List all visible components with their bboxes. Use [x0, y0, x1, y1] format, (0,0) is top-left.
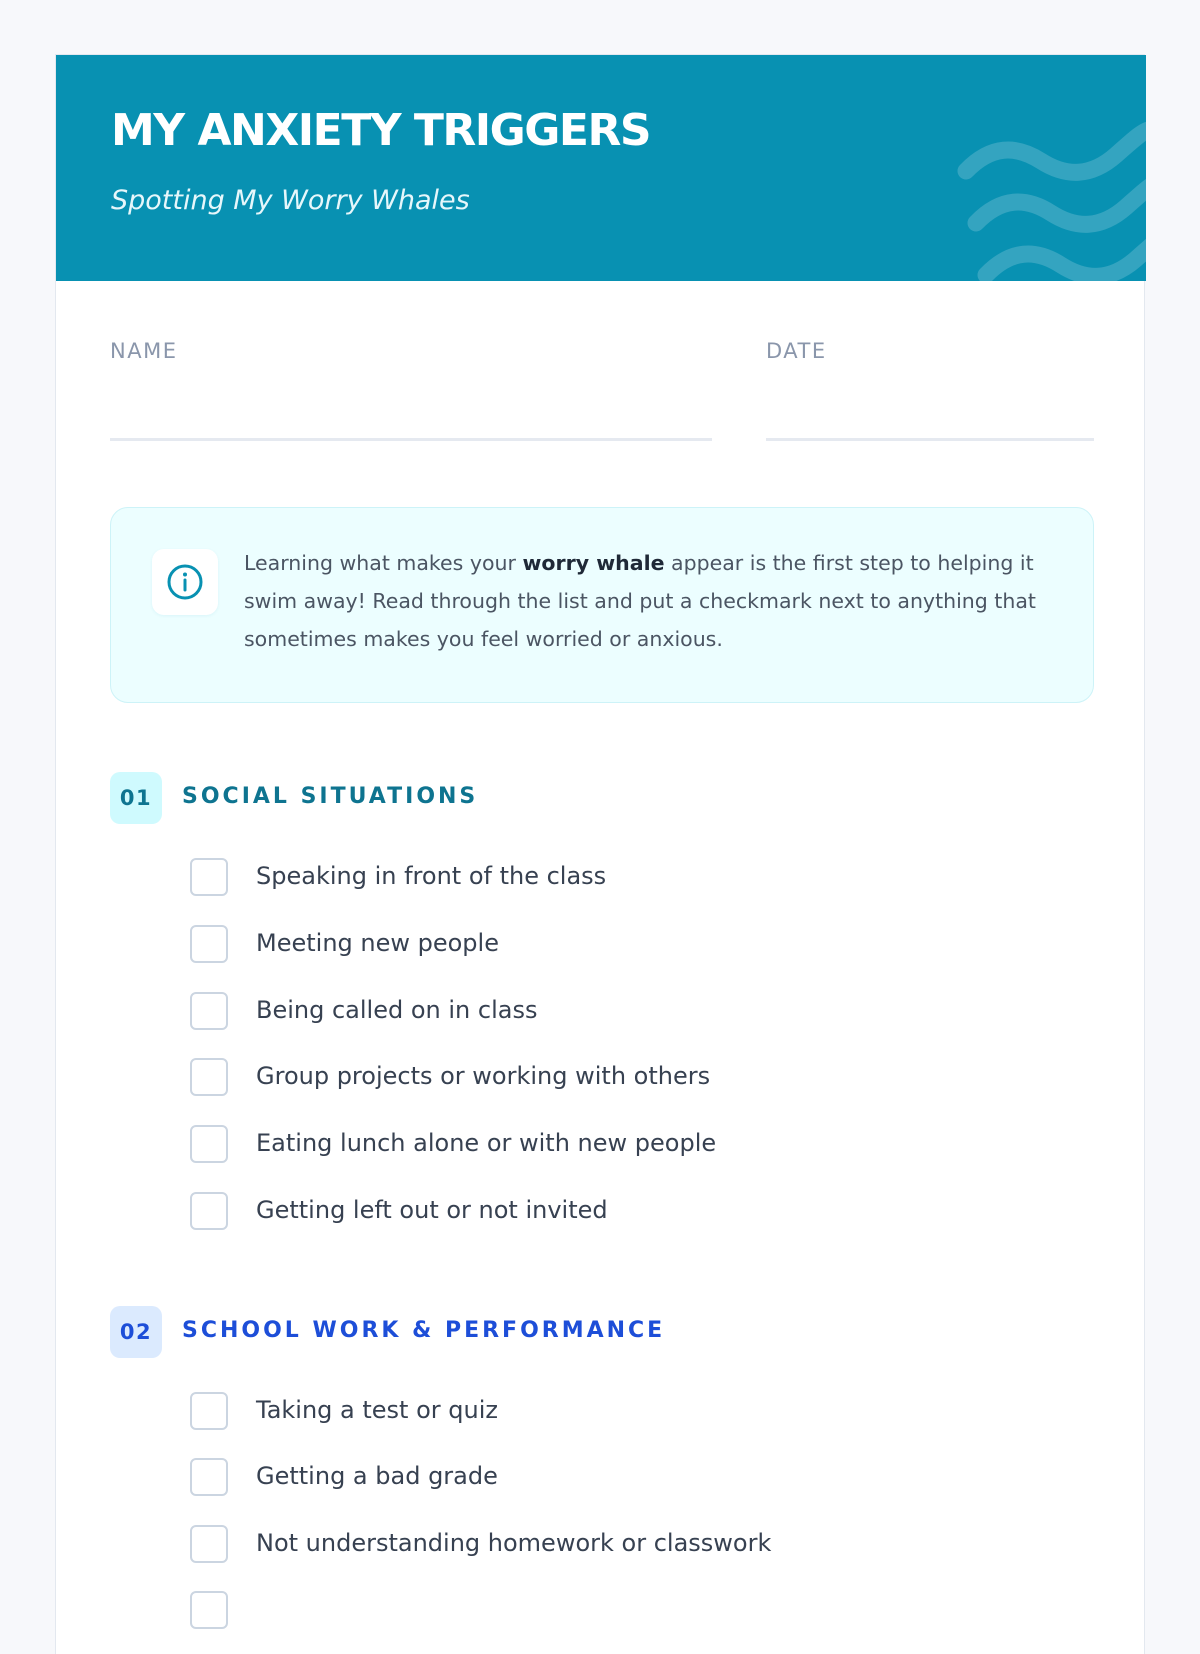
checkbox[interactable]	[190, 1192, 228, 1230]
checkbox[interactable]	[190, 925, 228, 963]
checklist-item-label: Getting a bad grade	[256, 1462, 498, 1490]
instructions-emphasis: worry whale	[522, 551, 665, 575]
checkbox[interactable]	[190, 1392, 228, 1430]
section-number: 01	[110, 772, 162, 824]
checklist-item-label: Speaking in front of the class	[256, 862, 607, 890]
page-title: MY ANXIETY TRIGGERS	[111, 105, 651, 156]
checkbox[interactable]	[190, 1525, 228, 1563]
info-circle-icon	[166, 563, 204, 601]
section-title: SCHOOL WORK & PERFORMANCE	[182, 1318, 666, 1343]
checklist-item-label: Taking a test or quiz	[256, 1396, 498, 1424]
checkbox[interactable]	[190, 992, 228, 1030]
info-icon-tile	[152, 549, 218, 615]
checklist-item-label: Being called on in class	[256, 996, 538, 1024]
checklist-item-label: Eating lunch alone or with new people	[256, 1129, 717, 1157]
header-banner	[56, 55, 1146, 281]
date-label: DATE	[766, 339, 827, 363]
instructions-text: Learning what makes your worry whale appear is the first step to helping it swim away! Read through the list and put a checkmark next to anything that sometimes makes you feel worried or anxious.	[244, 551, 1036, 651]
worksheet-page	[55, 54, 1145, 1654]
checklist-item-label: Getting left out or not invited	[256, 1196, 608, 1224]
checkbox[interactable]	[190, 1125, 228, 1163]
checkbox[interactable]	[190, 1058, 228, 1096]
section-number: 02	[110, 1306, 162, 1358]
checkbox[interactable]	[190, 1458, 228, 1496]
checklist-item-label: Not understanding homework or classwork	[256, 1529, 772, 1557]
name-label: NAME	[110, 339, 178, 363]
name-line[interactable]	[110, 438, 712, 441]
checklist-item-label: Group projects or working with others	[256, 1062, 711, 1090]
checkbox[interactable]	[190, 1591, 228, 1629]
instructions-box	[110, 507, 1094, 703]
checklist-item-label: Meeting new people	[256, 929, 499, 957]
wave-lines-icon	[946, 115, 1146, 281]
checkbox[interactable]	[190, 858, 228, 896]
page-subtitle: Spotting My Worry Whales	[111, 185, 470, 216]
section-title: SOCIAL SITUATIONS	[182, 784, 479, 809]
date-line[interactable]	[766, 438, 1094, 441]
